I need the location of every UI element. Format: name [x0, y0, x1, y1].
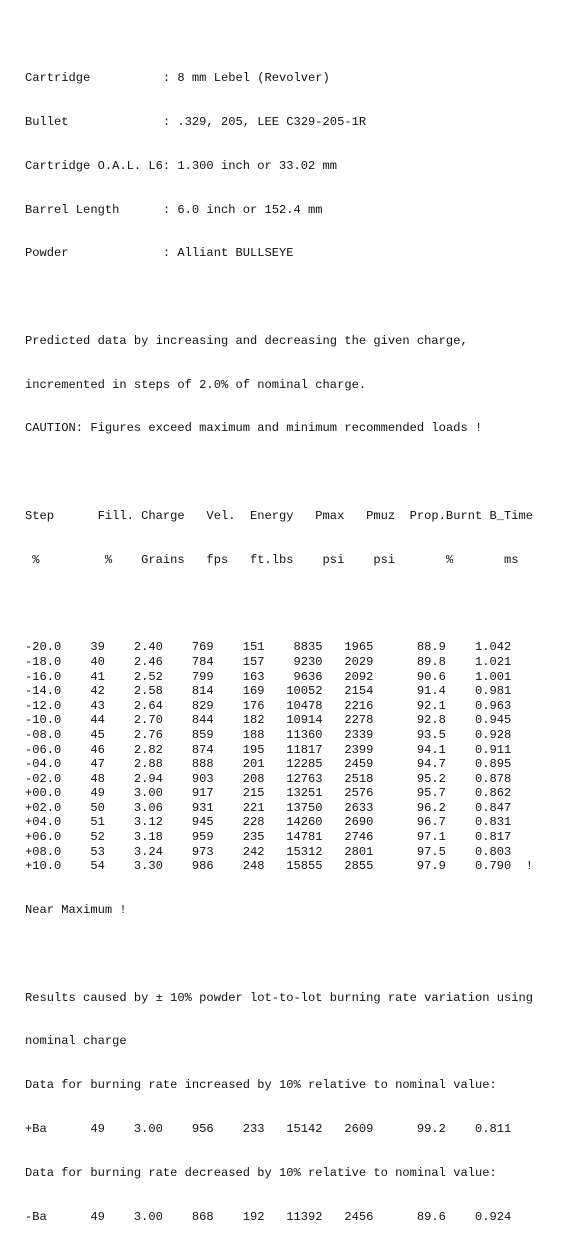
intro-line-2: incremented in steps of 2.0% of nominal charge. — [25, 377, 367, 392]
near-maximum-note: Near Maximum ! — [25, 903, 127, 918]
table-row: -20.0 39 2.40 769 151 8835 1965 88.9 1.042 — [25, 640, 512, 655]
oal-line: Cartridge O.A.L. L6: 1.300 inch or 33.02 mm — [25, 158, 338, 173]
bullet-line: Bullet : .329, 205, LEE C329-205-1R — [25, 114, 367, 129]
table-row: +00.0 49 3.00 917 215 13251 2576 95.7 0.862 — [25, 786, 512, 801]
increased-row: +Ba 49 3.00 956 233 15142 2609 99.2 0.811 — [25, 1121, 512, 1136]
spacer — [25, 465, 583, 480]
table-row: -04.0 47 2.88 888 201 12285 2459 94.7 0.895 — [25, 757, 512, 772]
decreased-row: -Ba 49 3.00 868 192 11392 2456 89.6 0.924 — [25, 1209, 512, 1224]
table-row: -02.0 48 2.94 903 208 12763 2518 95.2 0.878 — [25, 771, 512, 786]
caution-line: CAUTION: Figures exceed maximum and minimum recommended loads ! — [25, 421, 483, 436]
increased-label: Data for burning rate increased by 10% relative to nominal value: — [25, 1078, 497, 1093]
table-row: -10.0 44 2.70 844 182 10914 2278 92.8 0.945 — [25, 713, 512, 728]
cartridge-line: Cartridge : 8 mm Lebel (Revolver) — [25, 71, 330, 86]
spacer — [25, 597, 583, 612]
table-row: +06.0 52 3.18 959 235 14781 2746 97.1 0.817 — [25, 830, 512, 845]
table-rows — [25, 640, 583, 874]
spacer — [25, 290, 583, 305]
spacer — [25, 947, 583, 962]
load-data-document — [25, 42, 583, 1239]
table-row: -08.0 45 2.76 859 188 11360 2339 93.5 0.928 — [25, 727, 512, 742]
table-row: -14.0 42 2.58 814 169 10052 2154 91.4 0.981 — [25, 684, 512, 699]
decreased-label: Data for burning rate decreased by 10% relative to nominal value: — [25, 1165, 497, 1180]
table-row: +02.0 50 3.06 931 221 13750 2633 96.2 0.847 — [25, 800, 512, 815]
table-row: -18.0 40 2.46 784 157 9230 2029 89.8 1.021 — [25, 654, 512, 669]
table-row: -06.0 46 2.82 874 195 11817 2399 94.1 0.911 — [25, 742, 512, 757]
results-line-1: Results caused by ± 10% powder lot-to-lot burning rate variation using — [25, 990, 534, 1005]
results-line-2: nominal charge — [25, 1034, 127, 1049]
table-row: +04.0 51 3.12 945 228 14260 2690 96.7 0.831 — [25, 815, 512, 830]
table-row: +10.0 54 3.30 986 248 15855 2855 97.9 0.790 ! — [25, 859, 534, 874]
table-header-2: % % Grains fps ft.lbs psi psi % ms — [25, 552, 519, 567]
table-row: +08.0 53 3.24 973 242 15312 2801 97.5 0.803 — [25, 844, 512, 859]
table-row: -16.0 41 2.52 799 163 9636 2092 90.6 1.001 — [25, 669, 512, 684]
powder-line: Powder : Alliant BULLSEYE — [25, 246, 294, 261]
table-header-1: Step Fill. Charge Vel. Energy Pmax Pmuz Prop.Burnt B_Time — [25, 509, 534, 523]
table-row: -12.0 43 2.64 829 176 10478 2216 92.1 0.963 — [25, 698, 512, 713]
barrel-length-line: Barrel Length : 6.0 inch or 152.4 mm — [25, 202, 323, 217]
intro-line-1: Predicted data by increasing and decreasing the given charge, — [25, 333, 468, 348]
